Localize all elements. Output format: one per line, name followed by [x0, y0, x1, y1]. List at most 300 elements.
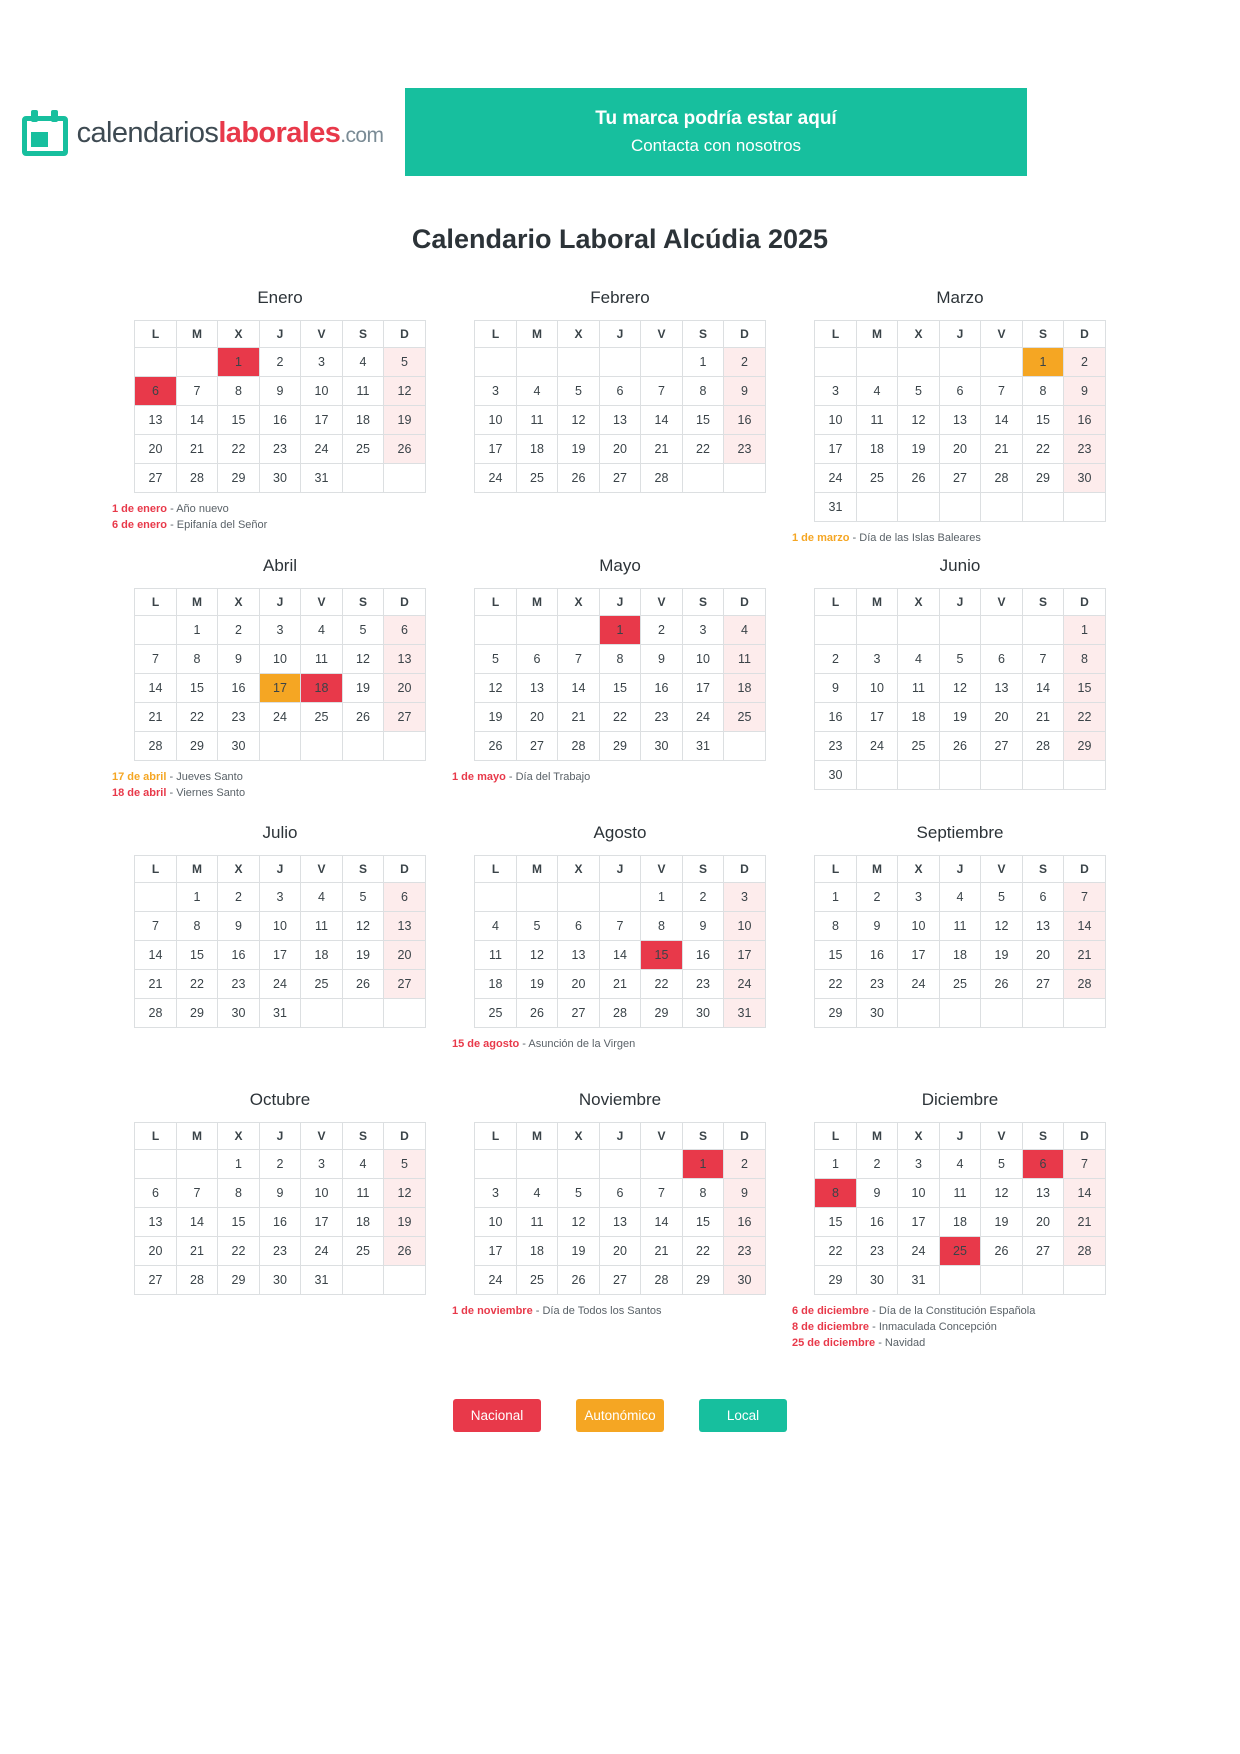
calendar-day-cell[interactable]: 18: [724, 674, 766, 703]
calendar-day-cell[interactable]: 7: [981, 377, 1023, 406]
calendar-day-cell[interactable]: 31: [724, 999, 766, 1028]
calendar-day-cell[interactable]: 23: [815, 732, 857, 761]
calendar-day-cell[interactable]: 16: [815, 703, 857, 732]
calendar-day-cell[interactable]: 10: [898, 1179, 940, 1208]
calendar-day-cell[interactable]: 23: [856, 1237, 898, 1266]
calendar-day-cell[interactable]: 28: [558, 732, 600, 761]
calendar-day-cell[interactable]: 5: [342, 883, 384, 912]
calendar-day-cell[interactable]: 30: [682, 999, 724, 1028]
calendar-day-cell[interactable]: 12: [939, 674, 981, 703]
calendar-day-cell[interactable]: 25: [516, 1266, 558, 1295]
calendar-day-cell[interactable]: 2: [259, 1150, 301, 1179]
calendar-day-cell[interactable]: 28: [1064, 970, 1106, 999]
calendar-day-cell[interactable]: 19: [384, 406, 426, 435]
calendar-day-cell[interactable]: 6: [135, 1179, 177, 1208]
calendar-day-cell[interactable]: 11: [516, 406, 558, 435]
calendar-day-cell[interactable]: 15: [218, 1208, 260, 1237]
calendar-day-cell[interactable]: 29: [176, 999, 218, 1028]
calendar-day-cell[interactable]: 18: [898, 703, 940, 732]
calendar-day-cell[interactable]: 19: [342, 674, 384, 703]
calendar-day-cell[interactable]: 12: [981, 1179, 1023, 1208]
calendar-day-cell[interactable]: 6: [939, 377, 981, 406]
calendar-day-cell[interactable]: 14: [176, 406, 218, 435]
calendar-day-cell[interactable]: 29: [815, 999, 857, 1028]
calendar-day-cell[interactable]: 6: [135, 377, 177, 406]
calendar-day-cell[interactable]: 14: [135, 674, 177, 703]
calendar-day-cell[interactable]: 16: [682, 941, 724, 970]
calendar-day-cell[interactable]: 4: [724, 616, 766, 645]
calendar-day-cell[interactable]: 13: [939, 406, 981, 435]
calendar-day-cell[interactable]: 22: [815, 1237, 857, 1266]
calendar-day-cell[interactable]: 13: [384, 645, 426, 674]
calendar-day-cell[interactable]: 6: [1022, 883, 1064, 912]
calendar-day-cell[interactable]: 26: [939, 732, 981, 761]
calendar-day-cell[interactable]: 29: [599, 732, 641, 761]
calendar-day-cell[interactable]: 9: [1064, 377, 1106, 406]
calendar-day-cell[interactable]: 28: [135, 732, 177, 761]
calendar-day-cell[interactable]: 16: [259, 406, 301, 435]
calendar-day-cell[interactable]: 26: [516, 999, 558, 1028]
calendar-day-cell[interactable]: 11: [301, 912, 343, 941]
calendar-day-cell[interactable]: 1: [815, 1150, 857, 1179]
calendar-day-cell[interactable]: 16: [724, 1208, 766, 1237]
calendar-day-cell[interactable]: 17: [724, 941, 766, 970]
calendar-day-cell[interactable]: 21: [176, 1237, 218, 1266]
calendar-day-cell[interactable]: 6: [384, 883, 426, 912]
calendar-day-cell[interactable]: 25: [724, 703, 766, 732]
calendar-day-cell[interactable]: 3: [475, 377, 517, 406]
calendar-day-cell[interactable]: 17: [898, 941, 940, 970]
calendar-day-cell[interactable]: 25: [342, 435, 384, 464]
calendar-day-cell[interactable]: 3: [856, 645, 898, 674]
calendar-day-cell[interactable]: 21: [1022, 703, 1064, 732]
calendar-day-cell[interactable]: 18: [939, 1208, 981, 1237]
calendar-day-cell[interactable]: 25: [516, 464, 558, 493]
calendar-day-cell[interactable]: 13: [558, 941, 600, 970]
calendar-day-cell[interactable]: 23: [856, 970, 898, 999]
calendar-day-cell[interactable]: 16: [641, 674, 683, 703]
calendar-day-cell[interactable]: 16: [856, 941, 898, 970]
calendar-day-cell[interactable]: 10: [682, 645, 724, 674]
calendar-day-cell[interactable]: 1: [682, 348, 724, 377]
calendar-day-cell[interactable]: 28: [176, 464, 218, 493]
calendar-day-cell[interactable]: 12: [384, 377, 426, 406]
calendar-day-cell[interactable]: 7: [135, 645, 177, 674]
calendar-day-cell[interactable]: 18: [475, 970, 517, 999]
calendar-day-cell[interactable]: 2: [259, 348, 301, 377]
calendar-day-cell[interactable]: 1: [599, 616, 641, 645]
calendar-day-cell[interactable]: 12: [342, 912, 384, 941]
calendar-day-cell[interactable]: 22: [815, 970, 857, 999]
calendar-day-cell[interactable]: 19: [342, 941, 384, 970]
calendar-day-cell[interactable]: 11: [516, 1208, 558, 1237]
calendar-day-cell[interactable]: 27: [1022, 970, 1064, 999]
calendar-day-cell[interactable]: 17: [475, 1237, 517, 1266]
calendar-day-cell[interactable]: 27: [599, 1266, 641, 1295]
calendar-day-cell[interactable]: 13: [599, 406, 641, 435]
calendar-day-cell[interactable]: 15: [682, 1208, 724, 1237]
calendar-day-cell[interactable]: 3: [898, 1150, 940, 1179]
calendar-day-cell[interactable]: 26: [342, 703, 384, 732]
calendar-day-cell[interactable]: 3: [815, 377, 857, 406]
calendar-day-cell[interactable]: 20: [384, 941, 426, 970]
calendar-day-cell[interactable]: 22: [682, 1237, 724, 1266]
calendar-day-cell[interactable]: 23: [259, 435, 301, 464]
calendar-day-cell[interactable]: 12: [516, 941, 558, 970]
calendar-day-cell[interactable]: 16: [218, 674, 260, 703]
calendar-day-cell[interactable]: 24: [856, 732, 898, 761]
calendar-day-cell[interactable]: 29: [682, 1266, 724, 1295]
calendar-day-cell[interactable]: 20: [939, 435, 981, 464]
calendar-day-cell[interactable]: 25: [475, 999, 517, 1028]
calendar-day-cell[interactable]: 5: [898, 377, 940, 406]
calendar-day-cell[interactable]: 11: [939, 1179, 981, 1208]
calendar-day-cell[interactable]: 8: [682, 377, 724, 406]
calendar-day-cell[interactable]: 23: [218, 703, 260, 732]
calendar-day-cell[interactable]: 9: [218, 912, 260, 941]
calendar-day-cell[interactable]: 20: [516, 703, 558, 732]
calendar-day-cell[interactable]: 28: [135, 999, 177, 1028]
calendar-day-cell[interactable]: 9: [641, 645, 683, 674]
calendar-day-cell[interactable]: 20: [599, 1237, 641, 1266]
calendar-day-cell[interactable]: 2: [856, 1150, 898, 1179]
calendar-day-cell[interactable]: 14: [599, 941, 641, 970]
calendar-day-cell[interactable]: 27: [384, 703, 426, 732]
calendar-day-cell[interactable]: 4: [342, 1150, 384, 1179]
calendar-day-cell[interactable]: 23: [724, 435, 766, 464]
calendar-day-cell[interactable]: 20: [135, 1237, 177, 1266]
calendar-day-cell[interactable]: 21: [558, 703, 600, 732]
calendar-day-cell[interactable]: 6: [516, 645, 558, 674]
calendar-day-cell[interactable]: 1: [1064, 616, 1106, 645]
calendar-day-cell[interactable]: 5: [475, 645, 517, 674]
calendar-day-cell[interactable]: 11: [939, 912, 981, 941]
calendar-day-cell[interactable]: 18: [516, 1237, 558, 1266]
calendar-day-cell[interactable]: 2: [856, 883, 898, 912]
calendar-day-cell[interactable]: 29: [176, 732, 218, 761]
calendar-day-cell[interactable]: 13: [384, 912, 426, 941]
calendar-day-cell[interactable]: 12: [558, 1208, 600, 1237]
calendar-day-cell[interactable]: 21: [1064, 1208, 1106, 1237]
calendar-day-cell[interactable]: 31: [301, 1266, 343, 1295]
calendar-day-cell[interactable]: 3: [259, 883, 301, 912]
calendar-day-cell[interactable]: 10: [856, 674, 898, 703]
calendar-day-cell[interactable]: 19: [981, 941, 1023, 970]
calendar-day-cell[interactable]: 4: [516, 377, 558, 406]
calendar-day-cell[interactable]: 9: [682, 912, 724, 941]
calendar-day-cell[interactable]: 27: [516, 732, 558, 761]
calendar-day-cell[interactable]: 9: [856, 1179, 898, 1208]
calendar-day-cell[interactable]: 25: [939, 970, 981, 999]
calendar-day-cell[interactable]: 30: [218, 999, 260, 1028]
calendar-day-cell[interactable]: 24: [259, 703, 301, 732]
calendar-day-cell[interactable]: 8: [815, 912, 857, 941]
calendar-day-cell[interactable]: 6: [558, 912, 600, 941]
calendar-day-cell[interactable]: 7: [176, 377, 218, 406]
calendar-day-cell[interactable]: 20: [1022, 941, 1064, 970]
calendar-day-cell[interactable]: 5: [342, 616, 384, 645]
calendar-day-cell[interactable]: 10: [259, 645, 301, 674]
calendar-day-cell[interactable]: 16: [856, 1208, 898, 1237]
calendar-day-cell[interactable]: 24: [475, 1266, 517, 1295]
calendar-day-cell[interactable]: 19: [558, 435, 600, 464]
calendar-day-cell[interactable]: 8: [1022, 377, 1064, 406]
calendar-day-cell[interactable]: 8: [218, 1179, 260, 1208]
calendar-day-cell[interactable]: 24: [815, 464, 857, 493]
calendar-day-cell[interactable]: 1: [1022, 348, 1064, 377]
calendar-day-cell[interactable]: 22: [1022, 435, 1064, 464]
calendar-day-cell[interactable]: 10: [475, 406, 517, 435]
calendar-day-cell[interactable]: 23: [724, 1237, 766, 1266]
calendar-day-cell[interactable]: 24: [301, 1237, 343, 1266]
calendar-day-cell[interactable]: 6: [599, 377, 641, 406]
legend-item-loc[interactable]: Local: [699, 1399, 787, 1432]
calendar-day-cell[interactable]: 25: [342, 1237, 384, 1266]
calendar-day-cell[interactable]: 13: [516, 674, 558, 703]
calendar-day-cell[interactable]: 12: [981, 912, 1023, 941]
calendar-day-cell[interactable]: 2: [641, 616, 683, 645]
calendar-day-cell[interactable]: 13: [1022, 912, 1064, 941]
calendar-day-cell[interactable]: 6: [384, 616, 426, 645]
calendar-day-cell[interactable]: 29: [218, 464, 260, 493]
calendar-day-cell[interactable]: 30: [641, 732, 683, 761]
calendar-day-cell[interactable]: 26: [898, 464, 940, 493]
calendar-day-cell[interactable]: 7: [176, 1179, 218, 1208]
calendar-day-cell[interactable]: 12: [898, 406, 940, 435]
calendar-day-cell[interactable]: 4: [342, 348, 384, 377]
calendar-day-cell[interactable]: 12: [342, 645, 384, 674]
calendar-day-cell[interactable]: 24: [301, 435, 343, 464]
calendar-day-cell[interactable]: 17: [301, 406, 343, 435]
calendar-day-cell[interactable]: 3: [682, 616, 724, 645]
calendar-day-cell[interactable]: 20: [599, 435, 641, 464]
calendar-day-cell[interactable]: 9: [259, 377, 301, 406]
calendar-day-cell[interactable]: 27: [135, 464, 177, 493]
calendar-day-cell[interactable]: 14: [981, 406, 1023, 435]
calendar-day-cell[interactable]: 27: [981, 732, 1023, 761]
calendar-day-cell[interactable]: 5: [558, 377, 600, 406]
calendar-day-cell[interactable]: 7: [599, 912, 641, 941]
ad-banner[interactable]: [405, 88, 1027, 176]
calendar-day-cell[interactable]: 20: [384, 674, 426, 703]
calendar-day-cell[interactable]: 11: [301, 645, 343, 674]
calendar-day-cell[interactable]: 23: [1064, 435, 1106, 464]
calendar-day-cell[interactable]: 17: [856, 703, 898, 732]
calendar-day-cell[interactable]: 19: [558, 1237, 600, 1266]
calendar-day-cell[interactable]: 31: [259, 999, 301, 1028]
calendar-day-cell[interactable]: 15: [1022, 406, 1064, 435]
calendar-day-cell[interactable]: 8: [1064, 645, 1106, 674]
calendar-day-cell[interactable]: 29: [218, 1266, 260, 1295]
calendar-day-cell[interactable]: 9: [259, 1179, 301, 1208]
calendar-day-cell[interactable]: 2: [724, 348, 766, 377]
calendar-day-cell[interactable]: 27: [384, 970, 426, 999]
calendar-day-cell[interactable]: 13: [981, 674, 1023, 703]
calendar-day-cell[interactable]: 15: [176, 674, 218, 703]
calendar-day-cell[interactable]: 17: [259, 941, 301, 970]
calendar-day-cell[interactable]: 5: [981, 883, 1023, 912]
calendar-day-cell[interactable]: 15: [599, 674, 641, 703]
calendar-day-cell[interactable]: 21: [599, 970, 641, 999]
calendar-day-cell[interactable]: 25: [939, 1237, 981, 1266]
calendar-day-cell[interactable]: 11: [856, 406, 898, 435]
calendar-day-cell[interactable]: 10: [898, 912, 940, 941]
calendar-day-cell[interactable]: 9: [724, 377, 766, 406]
calendar-day-cell[interactable]: 14: [176, 1208, 218, 1237]
calendar-day-cell[interactable]: 16: [1064, 406, 1106, 435]
calendar-day-cell[interactable]: 30: [1064, 464, 1106, 493]
calendar-day-cell[interactable]: 11: [475, 941, 517, 970]
calendar-day-cell[interactable]: 23: [259, 1237, 301, 1266]
calendar-day-cell[interactable]: 19: [516, 970, 558, 999]
calendar-day-cell[interactable]: 21: [641, 435, 683, 464]
calendar-day-cell[interactable]: 5: [981, 1150, 1023, 1179]
calendar-day-cell[interactable]: 5: [384, 1150, 426, 1179]
calendar-day-cell[interactable]: 4: [939, 1150, 981, 1179]
calendar-day-cell[interactable]: 24: [475, 464, 517, 493]
calendar-day-cell[interactable]: 19: [384, 1208, 426, 1237]
calendar-day-cell[interactable]: 15: [815, 941, 857, 970]
calendar-day-cell[interactable]: 22: [641, 970, 683, 999]
calendar-day-cell[interactable]: 18: [342, 1208, 384, 1237]
calendar-day-cell[interactable]: 9: [724, 1179, 766, 1208]
calendar-day-cell[interactable]: 14: [1064, 1179, 1106, 1208]
calendar-day-cell[interactable]: 7: [1064, 1150, 1106, 1179]
calendar-day-cell[interactable]: 28: [641, 464, 683, 493]
calendar-day-cell[interactable]: 6: [981, 645, 1023, 674]
calendar-day-cell[interactable]: 26: [475, 732, 517, 761]
calendar-day-cell[interactable]: 25: [898, 732, 940, 761]
calendar-day-cell[interactable]: 16: [259, 1208, 301, 1237]
calendar-day-cell[interactable]: 26: [558, 464, 600, 493]
calendar-day-cell[interactable]: 14: [558, 674, 600, 703]
calendar-day-cell[interactable]: 2: [682, 883, 724, 912]
calendar-day-cell[interactable]: 3: [301, 1150, 343, 1179]
calendar-day-cell[interactable]: 21: [135, 703, 177, 732]
calendar-day-cell[interactable]: 7: [1022, 645, 1064, 674]
calendar-day-cell[interactable]: 10: [724, 912, 766, 941]
calendar-day-cell[interactable]: 31: [898, 1266, 940, 1295]
calendar-day-cell[interactable]: 26: [558, 1266, 600, 1295]
calendar-day-cell[interactable]: 13: [599, 1208, 641, 1237]
calendar-day-cell[interactable]: 31: [682, 732, 724, 761]
calendar-day-cell[interactable]: 20: [1022, 1208, 1064, 1237]
calendar-day-cell[interactable]: 20: [558, 970, 600, 999]
calendar-day-cell[interactable]: 7: [641, 1179, 683, 1208]
calendar-day-cell[interactable]: 22: [218, 1237, 260, 1266]
calendar-day-cell[interactable]: 1: [176, 883, 218, 912]
calendar-day-cell[interactable]: 4: [856, 377, 898, 406]
calendar-day-cell[interactable]: 11: [342, 377, 384, 406]
calendar-day-cell[interactable]: 26: [342, 970, 384, 999]
calendar-day-cell[interactable]: 28: [176, 1266, 218, 1295]
calendar-day-cell[interactable]: 5: [516, 912, 558, 941]
calendar-day-cell[interactable]: 18: [516, 435, 558, 464]
calendar-day-cell[interactable]: 18: [856, 435, 898, 464]
calendar-day-cell[interactable]: 27: [1022, 1237, 1064, 1266]
calendar-day-cell[interactable]: 12: [475, 674, 517, 703]
calendar-day-cell[interactable]: 30: [856, 999, 898, 1028]
calendar-day-cell[interactable]: 28: [981, 464, 1023, 493]
calendar-day-cell[interactable]: 27: [939, 464, 981, 493]
calendar-day-cell[interactable]: 25: [301, 703, 343, 732]
calendar-day-cell[interactable]: 18: [301, 941, 343, 970]
calendar-day-cell[interactable]: 25: [301, 970, 343, 999]
calendar-day-cell[interactable]: 29: [1064, 732, 1106, 761]
calendar-day-cell[interactable]: 5: [384, 348, 426, 377]
calendar-day-cell[interactable]: 8: [176, 912, 218, 941]
legend-item-aut[interactable]: Autonómico: [576, 1399, 664, 1432]
calendar-day-cell[interactable]: 26: [384, 1237, 426, 1266]
calendar-day-cell[interactable]: 4: [898, 645, 940, 674]
calendar-day-cell[interactable]: 17: [815, 435, 857, 464]
calendar-day-cell[interactable]: 15: [641, 941, 683, 970]
calendar-day-cell[interactable]: 8: [815, 1179, 857, 1208]
calendar-day-cell[interactable]: 17: [301, 1208, 343, 1237]
calendar-day-cell[interactable]: 19: [898, 435, 940, 464]
calendar-day-cell[interactable]: 14: [1022, 674, 1064, 703]
calendar-day-cell[interactable]: 2: [1064, 348, 1106, 377]
calendar-day-cell[interactable]: 9: [856, 912, 898, 941]
calendar-day-cell[interactable]: 8: [176, 645, 218, 674]
calendar-day-cell[interactable]: 10: [259, 912, 301, 941]
calendar-day-cell[interactable]: 13: [1022, 1179, 1064, 1208]
calendar-day-cell[interactable]: 24: [898, 1237, 940, 1266]
calendar-day-cell[interactable]: 6: [1022, 1150, 1064, 1179]
calendar-day-cell[interactable]: 31: [301, 464, 343, 493]
calendar-day-cell[interactable]: 30: [856, 1266, 898, 1295]
calendar-day-cell[interactable]: 8: [218, 377, 260, 406]
calendar-day-cell[interactable]: 29: [1022, 464, 1064, 493]
calendar-day-cell[interactable]: 17: [898, 1208, 940, 1237]
calendar-day-cell[interactable]: 6: [599, 1179, 641, 1208]
calendar-day-cell[interactable]: 15: [176, 941, 218, 970]
calendar-day-cell[interactable]: 13: [135, 406, 177, 435]
calendar-day-cell[interactable]: 30: [724, 1266, 766, 1295]
calendar-day-cell[interactable]: 7: [558, 645, 600, 674]
calendar-day-cell[interactable]: 19: [939, 703, 981, 732]
calendar-day-cell[interactable]: 20: [135, 435, 177, 464]
calendar-day-cell[interactable]: 17: [682, 674, 724, 703]
calendar-day-cell[interactable]: 28: [1064, 1237, 1106, 1266]
calendar-day-cell[interactable]: 23: [218, 970, 260, 999]
calendar-day-cell[interactable]: 14: [1064, 912, 1106, 941]
calendar-day-cell[interactable]: 16: [218, 941, 260, 970]
calendar-day-cell[interactable]: 27: [135, 1266, 177, 1295]
calendar-day-cell[interactable]: 30: [218, 732, 260, 761]
calendar-day-cell[interactable]: 19: [981, 1208, 1023, 1237]
calendar-day-cell[interactable]: 2: [218, 616, 260, 645]
calendar-day-cell[interactable]: 30: [815, 761, 857, 790]
calendar-day-cell[interactable]: 22: [682, 435, 724, 464]
calendar-day-cell[interactable]: 29: [641, 999, 683, 1028]
calendar-day-cell[interactable]: 16: [724, 406, 766, 435]
calendar-day-cell[interactable]: 7: [1064, 883, 1106, 912]
calendar-day-cell[interactable]: 26: [981, 970, 1023, 999]
calendar-day-cell[interactable]: 28: [1022, 732, 1064, 761]
calendar-day-cell[interactable]: 10: [301, 377, 343, 406]
calendar-day-cell[interactable]: 1: [682, 1150, 724, 1179]
calendar-day-cell[interactable]: 14: [641, 406, 683, 435]
calendar-day-cell[interactable]: 8: [641, 912, 683, 941]
calendar-day-cell[interactable]: 19: [475, 703, 517, 732]
calendar-day-cell[interactable]: 24: [259, 970, 301, 999]
calendar-day-cell[interactable]: 21: [981, 435, 1023, 464]
calendar-day-cell[interactable]: 21: [641, 1237, 683, 1266]
legend-item-nac[interactable]: Nacional: [453, 1399, 541, 1432]
calendar-day-cell[interactable]: 25: [856, 464, 898, 493]
calendar-day-cell[interactable]: 21: [176, 435, 218, 464]
